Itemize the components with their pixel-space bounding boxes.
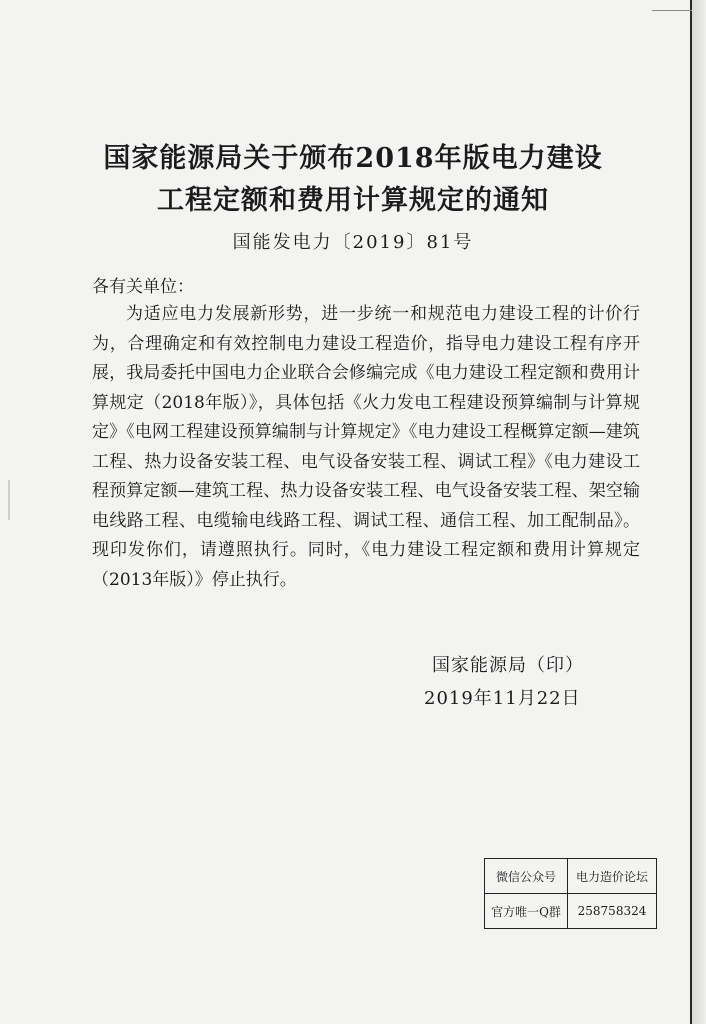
margin-mark: [8, 480, 10, 520]
issue-date: 2019年11月22日: [424, 688, 581, 709]
title-line-2: 工程定额和费用计算规定的通知: [157, 185, 549, 216]
salutation: 各有关单位：: [92, 277, 194, 297]
issuer-signature: 国家能源局（印）: [432, 655, 584, 676]
watermark-info-table: [484, 858, 657, 929]
qq-group-label-cell: 官方唯一Q群: [485, 894, 568, 929]
corner-mark: [652, 0, 692, 11]
title-line-1: 国家能源局关于颁布2018年版电力建设: [103, 143, 603, 174]
qq-group-value-cell: 258758324: [568, 894, 657, 929]
table-row: [485, 894, 657, 929]
body-paragraph: 为适应电力发展新形势，进一步统一和规范电力建设工程的计价行为，合理确定和有效控制电力建设工程造价，指导电力建设工程有序开展，我局委托中国电力企业联合会修编完成《电力建设工程定额和费用计算规定（2018年版）》，具体包括《火力发电工程建设预算编制与计算规定》《电网工程建设预算编制与计算规定》《电力建设工程概算定额—建筑工程、热力设备安装工程、电气设备安装工程、调试工程》《电力建设工程预算定额—建筑工程、热力设备安装工程、电气设备安装工程、架空输电线路工程、电缆输电线路工程、调试工程、通信工程、加工配制品》。现印发你们，请遵照执行。同时，《电力建设工程定额和费用计算规定（2013年版）》停止执行。: [92, 304, 640, 590]
wechat-value-cell: 电力造价论坛: [568, 859, 657, 894]
wechat-label-cell: 微信公众号: [485, 859, 568, 894]
table-row: [485, 859, 657, 894]
document-number: 国能发电力〔2019〕81号: [232, 232, 474, 253]
